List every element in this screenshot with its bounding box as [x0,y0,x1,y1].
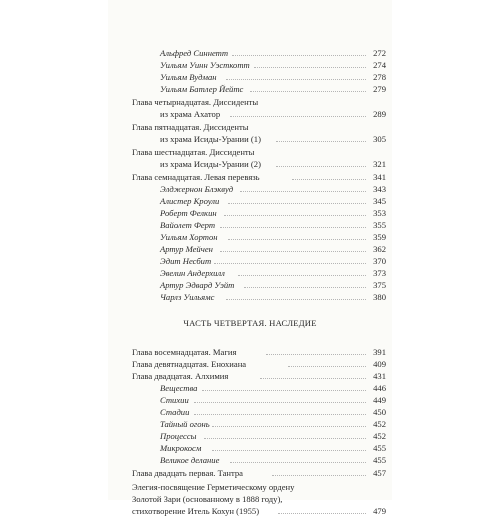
toc-chapter-20[interactable] [108,370,392,382]
toc-entry-title: Артур Эдвард Уэйт [160,280,235,290]
toc-chapter-18[interactable] [108,346,392,358]
toc-entry[interactable] [108,195,392,207]
toc-chapter-16-line2[interactable] [108,158,392,170]
toc-chapter-14-line2[interactable] [108,108,392,120]
dot-leader [204,438,366,439]
toc-entry-title: Артур Мейчен [160,244,213,254]
toc-entry[interactable] [108,279,392,291]
dot-leader [238,275,366,276]
toc-chapter-title: Глава шестнадцатая. Диссиденты [132,147,255,157]
toc-entry[interactable] [108,406,392,418]
toc-entry[interactable] [108,430,392,442]
toc-entry-page: 289 [373,109,386,119]
toc-entry-title: Эдит Несбит [160,256,212,266]
toc-entry-page: 457 [373,468,386,478]
toc-entry[interactable] [108,442,392,454]
toc-entry-page: 278 [373,72,386,82]
toc-entry-page: 373 [373,268,386,278]
toc-entry[interactable] [108,394,392,406]
toc-entry-title: Уильям Уинн Уэсткотт [160,60,250,70]
dot-leader [254,67,366,68]
dot-leader [212,426,366,427]
toc-entry[interactable] [108,243,392,255]
toc-entry-page: 272 [373,48,386,58]
toc-entry[interactable] [108,454,392,466]
toc-entry-title: Чарлз Уильямс [160,292,215,302]
dot-leader [278,513,366,514]
toc-entry-page: 359 [373,232,386,242]
toc-entry-page: 409 [373,359,386,369]
toc-entry-title: Стихии [160,395,189,405]
toc-entry-title: Вещества [160,383,198,393]
toc-entry-title: Уильям Батлер Йейтс [160,84,244,94]
toc-entry-page: 362 [373,244,386,254]
toc-entry-page: 341 [373,172,386,182]
toc-entry-page: 343 [373,184,386,194]
toc-entry-title: Уильям Хортон [160,232,218,242]
toc-entry-page: 391 [373,347,386,357]
dot-leader [230,116,366,117]
toc-entry-page: 479 [373,506,386,516]
toc-entry[interactable] [108,255,392,267]
toc-entry-title: Эвелин Андерхилл [160,268,225,278]
toc-entry[interactable] [108,71,392,83]
dot-leader [224,215,366,216]
toc-chapter-14-line1[interactable] [108,96,392,108]
dot-leader [202,390,366,391]
dot-leader [194,402,366,403]
toc-chapter-21[interactable] [108,467,392,479]
toc-entry-page: 321 [373,159,386,169]
dot-leader [272,475,366,476]
toc-chapter-17[interactable] [108,171,392,183]
toc-chapter-title: Глава двадцать первая. Тантра [132,468,243,478]
toc-chapter-19[interactable] [108,358,392,370]
dot-leader [266,354,366,355]
toc-entry-title: Тайный огонь [160,419,210,429]
toc-entry[interactable] [108,418,392,430]
toc-elegy-line2[interactable] [108,493,392,505]
dot-leader [288,366,366,367]
toc-chapter-subtitle: из храма Исиды-Урании (2) [160,159,261,169]
dot-leader [250,91,366,92]
toc-entry-page: 452 [373,419,386,429]
toc-entry-title: Роберт Фелкин [160,208,217,218]
toc-entry[interactable] [108,231,392,243]
toc-entry[interactable] [108,267,392,279]
toc-entry-page: 345 [373,196,386,206]
dot-leader [232,55,366,56]
toc-entry[interactable] [108,59,392,71]
toc-chapter-title: Глава восемнадцатая. Магия [132,347,237,357]
toc-entry-page: 431 [373,371,386,381]
part-heading: ЧАСТЬ ЧЕТВЕРТАЯ. НАСЛЕДИЕ [183,318,317,328]
toc-chapter-15-line2[interactable] [108,133,392,145]
toc-elegy-line3[interactable] [108,505,392,517]
toc-entry-page: 452 [373,431,386,441]
dot-leader [240,191,366,192]
toc-entry[interactable] [108,219,392,231]
dot-leader [292,179,366,180]
dot-leader [214,263,366,264]
dot-leader [228,239,366,240]
toc-entry-title: Алистер Кроули [160,196,220,206]
toc-page [108,0,392,516]
dot-leader [230,462,366,463]
toc-entry-page: 450 [373,407,386,417]
toc-entry[interactable] [108,382,392,394]
dot-leader [226,299,366,300]
toc-entry-page: 449 [373,395,386,405]
toc-entry-page: 380 [373,292,386,302]
dot-leader [212,450,366,451]
toc-elegy-text: Золотой Зари (основанному в 1888 году), [132,494,283,504]
toc-entry[interactable] [108,183,392,195]
toc-entry-title: Альфред Синнетт [160,48,229,58]
toc-entry-title: Великое делание [160,455,220,465]
toc-entry[interactable] [108,291,392,303]
toc-chapter-title: Глава четырнадцатая. Диссиденты [132,97,259,107]
dot-leader [244,287,366,288]
dot-leader [220,251,366,252]
toc-entry-page: 274 [373,60,386,70]
toc-entry-page: 370 [373,256,386,266]
toc-entry[interactable] [108,47,392,59]
dot-leader [276,141,366,142]
toc-elegy-line1[interactable] [108,481,392,493]
toc-entry-title: Микрокосм [160,443,202,453]
toc-elegy-text: Элегия-посвящение Герметическому ордену [132,482,295,492]
toc-entry-page: 305 [373,134,386,144]
toc-entry-page: 446 [373,383,386,393]
dot-leader [220,227,366,228]
dot-leader [226,79,366,80]
toc-entry-page: 353 [373,208,386,218]
toc-chapter-subtitle: из храма Ахатор [160,109,221,119]
dot-leader [194,414,366,415]
toc-elegy-text: стихотворение Итель Кохун (1955) [132,506,260,516]
toc-entry-page: 355 [373,220,386,230]
toc-entry-page: 455 [373,455,386,465]
toc-chapter-16-line1[interactable] [108,146,392,158]
dot-leader [260,378,366,379]
toc-entry[interactable] [108,207,392,219]
toc-entry-title: Элджернон Блэквуд [160,184,234,194]
toc-entry-page: 455 [373,443,386,453]
dot-leader [276,166,366,167]
toc-chapter-title: Глава семнадцатая. Левая перевязь [132,172,260,182]
toc-entry-title: Стадии [160,407,190,417]
toc-entry-title: Вайолет Ферт [160,220,216,230]
toc-entry-title: Уильям Вудман [160,72,217,82]
toc-entry-page: 375 [373,280,386,290]
toc-entry[interactable] [108,83,392,95]
toc-entry-title: Процессы [160,431,197,441]
toc-entry-page: 279 [373,84,386,94]
dot-leader [228,203,366,204]
toc-chapter-subtitle: из храма Исиды-Урании (1) [160,134,261,144]
toc-chapter-title: Глава пятнадцатая. Диссиденты [132,122,249,132]
toc-chapter-title: Глава девятнадцатая. Енохиана [132,359,247,369]
toc-chapter-title: Глава двадцатая. Алхимия [132,371,229,381]
toc-chapter-15-line1[interactable] [108,121,392,133]
